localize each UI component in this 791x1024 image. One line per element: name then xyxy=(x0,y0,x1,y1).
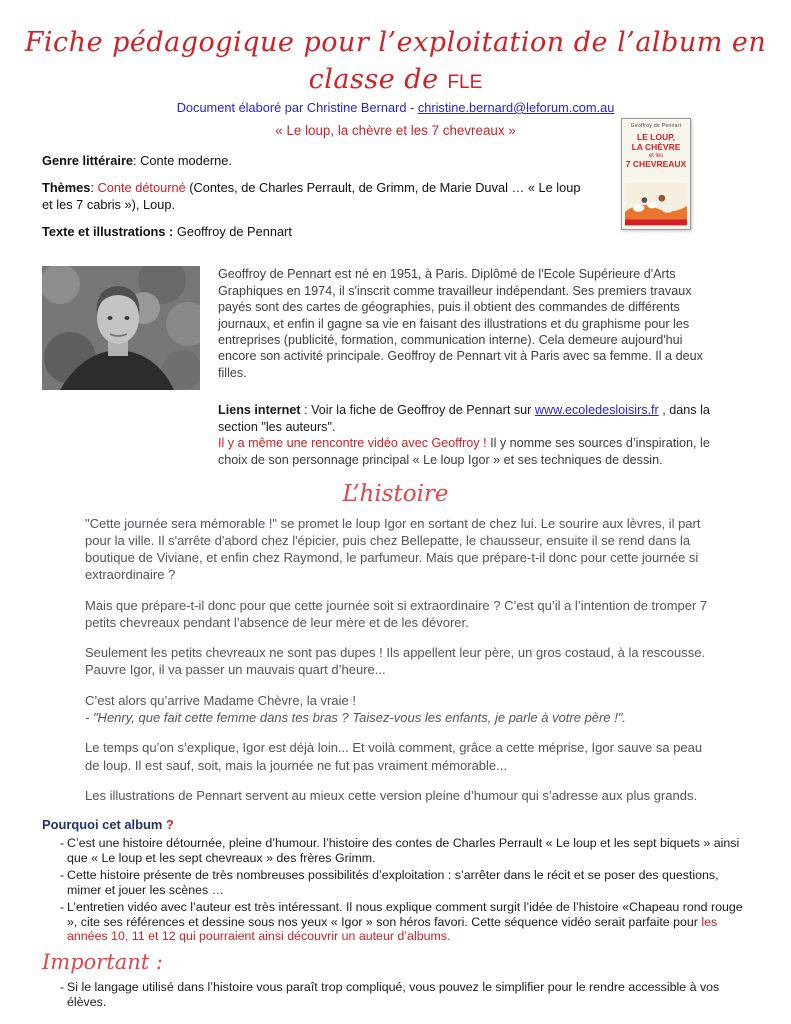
story-paragraph xyxy=(85,692,711,727)
story-heading: L’histoire xyxy=(342,480,449,507)
video-note-highlight: Il y a même une rencontre vidéo avec Geoffroy ! xyxy=(218,436,487,451)
list-item xyxy=(42,900,749,945)
credits-label: Texte et illustrations : xyxy=(42,224,174,240)
links-text-after: , dans la section "les auteurs". xyxy=(218,403,710,434)
list-item-text-black: L’entretien vidéo avec l’auteur est très intéressant. Il nous explique comment surgit l’idée de l’histoire «Chapeau rond rouge », cite ses références et dessine sous nos yeux « Igor » son héros favori. Cette séquence vidéo serait parfaite pour xyxy=(67,899,743,929)
story-line: C’est alors qu’arrive Madame Chèvre, la vraie ! xyxy=(85,692,356,708)
story-paragraph: Mais que prépare-t-il donc pour que cette journée soit si extraordinaire ? C’est qu’il a l’intention de tromper 7 petits chevreaux pendant l’absence de leur mère et de les dévorer. xyxy=(85,597,708,630)
list-item xyxy=(42,836,749,866)
byline xyxy=(0,100,791,115)
list-item-text: Cette histoire présente de très nombreuses possibilités d’exploitation : s’arrêter dans le récit et se poser des questions, mimer et jouer les scènes … xyxy=(67,867,719,897)
important-list xyxy=(42,980,749,1010)
list-marker: - xyxy=(60,899,65,914)
page-title-script: Fiche pédagogique pour l’exploitation de l’album en classe de xyxy=(24,27,767,95)
links-text-before: : Voir la fiche de Geoffroy de Pennart sur xyxy=(300,403,535,418)
links-paragraph xyxy=(218,402,711,435)
genre-label: Genre littéraire xyxy=(42,153,134,168)
book-cover-illustration xyxy=(625,182,687,226)
themes-highlight: Conte détourné xyxy=(97,180,186,196)
byline-text: Document élaboré par Christine Bernard - xyxy=(176,100,418,115)
genre-value: : Conte moderne. xyxy=(133,153,232,168)
list-marker: - xyxy=(60,980,65,995)
story-paragraph: Seulement les petits chevreaux ne sont pas dupes ! Ils appellent leur père, un gros costaud, à la rescousse. Pauvre Igor, il va passer un mauvais quart d’heure... xyxy=(85,645,706,678)
themes-line xyxy=(42,179,587,213)
list-item xyxy=(42,980,749,1010)
why-heading xyxy=(42,817,749,832)
book-cover-title-line4: 7 CHEVREAUX xyxy=(625,158,687,169)
list-item-text: Si le langage utilisé dans l’histoire vous paraît trop compliqué, vous pouvez le simplifier pour le rendre accessible à vos élèves. xyxy=(67,980,720,1010)
themes-value: (Contes, de Charles Perrault, de Grimm, de Marie Duval … « Le loup et les 7 cabris »), Loup. xyxy=(42,180,581,213)
themes-colon: : xyxy=(90,180,98,196)
list-item-text xyxy=(67,900,749,945)
list-item-text-red: les années 10, 11 et 12 qui pourraient ainsi découvrir un auteur d’albums. xyxy=(67,914,718,944)
important-heading: Important : xyxy=(42,950,164,975)
email-link[interactable]: christine.bernard@leforum.com.au xyxy=(417,100,615,115)
list-item xyxy=(42,868,749,898)
author-bio: Geoffroy de Pennart est né en 1951, à Paris. Diplômé de l'Ecole Supérieure d'Arts Graphiques en 1974, il s'inscrit comme travailleur indépendant. Ses premiers travaux payés sont des cartes de géographies, puis il obtient des commandes de différents journaux, et enfin il gagne sa vie en faisant des illustrations et du graphisme pour les entreprises (publicité, formation, communication interne). Cela demeure aujourd'hui encore son activité principale. Geoffroy de Pennart vit à Paris avec sa femme. Il a deux filles. xyxy=(218,267,703,380)
why-heading-text: Pourquoi cet album xyxy=(42,817,166,833)
book-cover-title-line1: LE LOUP, xyxy=(636,132,676,142)
themes-label: Thèmes xyxy=(42,180,91,196)
author-section xyxy=(42,266,749,390)
author-photo-image xyxy=(42,266,200,390)
story-paragraph: Le temps qu’on s’explique, Igor est déjà loin... Et voilà comment, grâce a cette méprise, Igor sauve sa peau de loup. Il est sauf, soit, mais la journée ne fut pas vraiment mémorable... xyxy=(85,740,703,773)
book-cover-title-line3: et les xyxy=(648,152,664,159)
story-section xyxy=(85,515,711,805)
links-label: Liens internet xyxy=(218,403,301,418)
story-quote: - "Henry, que fait cette femme dans tes bras ? Taisez-vous les enfants, je parle à votre père !". xyxy=(85,710,627,726)
credits-value: Geoffroy de Pennart xyxy=(173,224,292,240)
video-note-tail: Il y nomme ses sources d’inspiration, le choix de son personnage principal « Le loup Igor » et ses techniques de dessin. xyxy=(218,436,710,467)
page-title xyxy=(0,22,791,96)
video-note xyxy=(218,435,711,468)
album-title: « Le loup, la chèvre et les 7 chevreaux » xyxy=(275,123,516,138)
list-marker: - xyxy=(60,836,65,851)
links-section xyxy=(218,402,749,468)
ecoledesloisirs-link[interactable]: www.ecoledesloisirs.fr xyxy=(534,403,659,418)
list-item-text: C’est une histoire détournée, pleine d’humour. l’histoire des contes de Charles Perrault « Le loup et les sept biquets » ainsi que « Le loup et les sept chevreaux » des frères Grimm. xyxy=(67,836,740,866)
book-cover-title-line2: LA CHÈVRE xyxy=(631,141,681,152)
story-paragraph: "Cette journée sera mémorable !" se promet le loup Igor en sortant de chez lui. Le sourire aux lèvres, il part pour la ville. Il s'arrête d'abord chez l'épicier, puis chez Bellepatte, le chausseur, ensuite il se rend dans la boutique de Viviane, et enfin chez Raymond, le parfumeur. Mais que prépare-t-il donc pour cette journée si extraordinaire ? xyxy=(85,515,701,583)
list-marker: - xyxy=(60,867,65,882)
why-list xyxy=(42,836,749,944)
story-paragraph: Les illustrations de Pennart servent au mieux cette version pleine d’humour qui s’adresse aux plus grands. xyxy=(85,787,698,803)
why-heading-qmark: ? xyxy=(165,817,174,833)
book-cover xyxy=(621,118,691,230)
author-photo xyxy=(42,266,200,390)
page-title-plain: FLE xyxy=(447,72,483,93)
book-cover-author: Geoffroy de Pennart xyxy=(630,123,682,129)
document-body xyxy=(0,152,791,1010)
